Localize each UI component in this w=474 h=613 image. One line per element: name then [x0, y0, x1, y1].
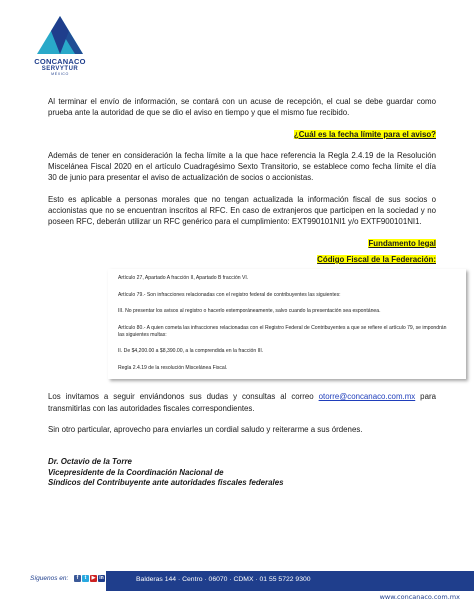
paragraph-despedida: Sin otro particular, aprovecho para enviarles un cordial saludo y reiterarme a sus órdenes.: [48, 425, 363, 435]
twitter-icon[interactable]: t: [82, 575, 89, 582]
brand-subtitle: SERVYTUR: [41, 66, 79, 72]
footer-bar: [106, 571, 474, 591]
codigo-heading: [48, 254, 436, 265]
website-link[interactable]: www.concanaco.com.mx: [379, 593, 460, 601]
signature-title: Síndicos del Contribuyente ante autoridades fiscales federales: [48, 478, 284, 488]
paragraph-fecha-limite: Además de tener en consideración la fecha límite a la que hace referencia la Regla 2.4.19 de la Resolución Miscelánea Fiscal 2020 en el artículo Cuadragésimo Sexto Transitorio, se establece como fecha límite el día 30 de junio para presentar el aviso de actualización de socios o accionistas.: [48, 150, 436, 183]
legal-line: Artículo 79.- Son infracciones relacionadas con el registro federal de contribuyentes las siguientes:: [118, 291, 341, 298]
fundamento-heading: [48, 238, 436, 249]
fundamento-text: Fundamento legal: [368, 238, 436, 248]
question-text: ¿Cuál es la fecha límite para el aviso?: [293, 129, 436, 139]
document-body: [48, 96, 447, 489]
email-link[interactable]: otorre@concanaco.com.mx: [318, 392, 416, 402]
legal-line: Regla 2.4.19 de la resolución Miscelánea Fiscal.: [118, 364, 228, 371]
legal-line: Artículo 80.- A quien cometa las infracciones relacionadas con el Registro Federal de Contribuyentes a que se refiere el artículo 79, se impondrán las siguientes multas:: [118, 325, 447, 338]
legal-excerpt-box: [108, 269, 466, 379]
paragraph-acuse: Al terminar el envío de información, se contará con un acuse de recepción, el cual se debe guardar como prueba ante la autoridad de que se dio el aviso en tiempo y que el mismo fue recibido.: [48, 97, 436, 118]
brand-country: MÉXICO: [51, 72, 69, 76]
question-heading: [48, 129, 436, 140]
brand-name: CONCANACO: [34, 57, 86, 66]
paragraph-invitacion: Los invitamos a seguir enviándonos sus dudas y consultas al correo otorre@concanaco.com.mx para transmitirlas con las autoridades fiscales correspondientes.: [48, 392, 436, 413]
legal-line: II. De $4,200.00 a $8,390.00, a la comprendida en la fracción III.: [118, 348, 264, 355]
logo-mark-icon: [35, 14, 85, 56]
paragraph-aplicable: Esto es aplicable a personas morales que no tengan actualizada la información fiscal de sus socios o accionistas que no se encuentran inscritos al RFC. En caso de extranjeros que participen en la sociedad y no poseen RFC, deberán utilizar un RFC genérico para el cumplimiento: EXT990101NI1 y/o EXTF900101NI1.: [48, 194, 436, 227]
footer: [0, 571, 474, 591]
codigo-text: Código Fiscal de la Federación:: [317, 254, 436, 264]
facebook-icon[interactable]: f: [74, 575, 81, 582]
legal-line: Artículo 27, Apartado A fracción II, Apartado B fracción VI.: [118, 275, 249, 282]
linkedin-icon[interactable]: in: [99, 575, 104, 581]
logo: [22, 14, 98, 76]
social-links: [74, 575, 105, 582]
youtube-icon[interactable]: ▶: [91, 575, 96, 581]
signature-title: Vicepresidente de la Coordinación Nacional de: [48, 467, 224, 477]
signature-block: [48, 457, 436, 489]
follow-label: Síguenos en:: [30, 575, 69, 582]
footer-address: Balderas 144 · Centro · 06070 · CDMX · 01 55 5722 9300: [136, 576, 311, 583]
legal-line: III. No presentar los avisos al registro o hacerlo extemporáneamente, salvo cuando la presentación sea espontánea.: [118, 308, 381, 315]
signature-name: Dr. Octavio de la Torre: [48, 457, 132, 467]
